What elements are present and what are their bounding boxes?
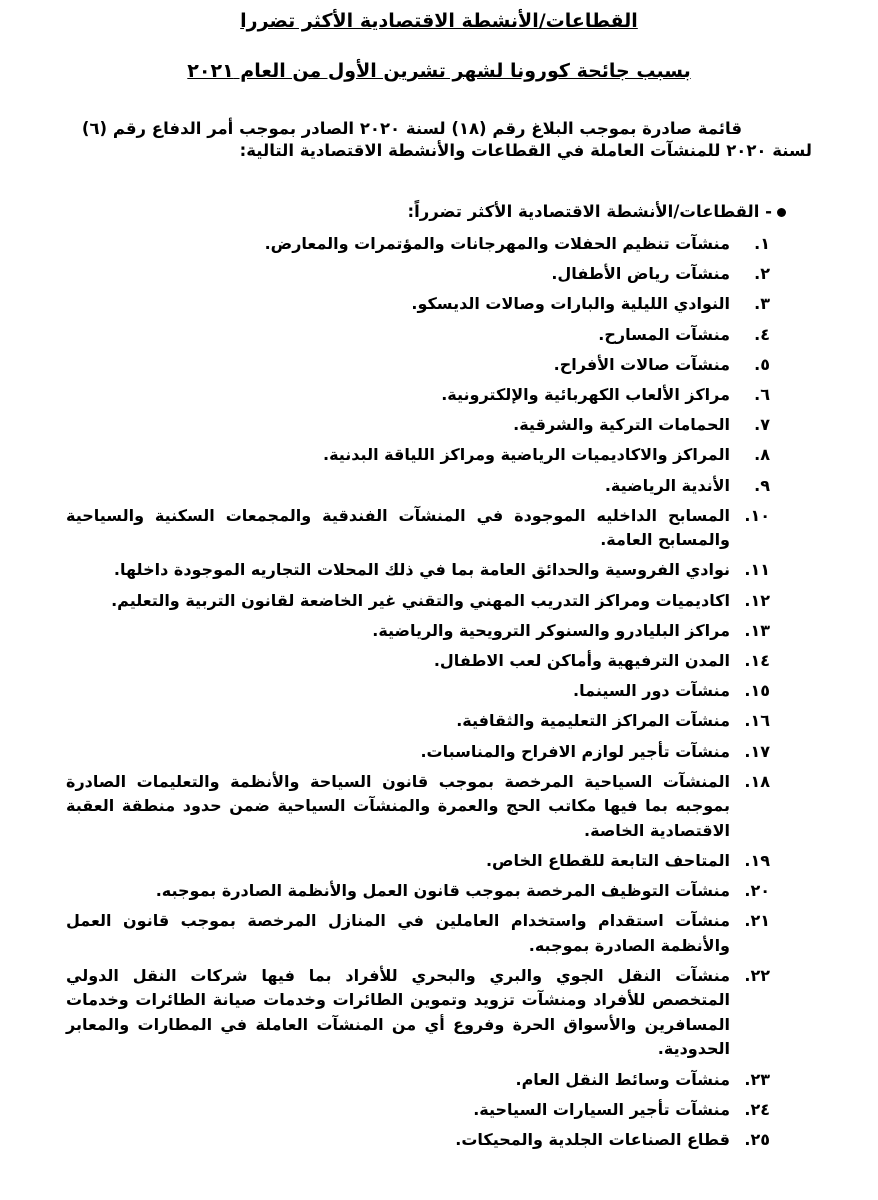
list-item-number: ١١.	[744, 560, 770, 580]
list-item-number: ٢٠.	[744, 881, 770, 901]
document-title: القطاعات/الأنشطة الاقتصادية الأكثر تضررا	[240, 10, 638, 32]
list-item-number: ١٢.	[744, 590, 770, 610]
list-item-number: ٧.	[754, 415, 770, 435]
list-item	[66, 964, 770, 1062]
sector-list	[66, 232, 770, 1158]
list-item-text: منشآت دور السينما.	[573, 681, 730, 701]
list-item-text: منشآت استقدام واستخدام العاملين في المنازل المرخصة بموجب قانون العمل والأنظمة الصادرة بموجبه.	[66, 911, 730, 955]
list-item-number: ١٤.	[744, 650, 770, 670]
list-item-text: المتاحف التابعة للقطاع الخاص.	[485, 850, 730, 870]
list-item-text: المراكز والاكاديميات الرياضية ومراكز اللياقة البدنية.	[322, 445, 730, 465]
list-item-number: ٦.	[754, 384, 770, 404]
list-item	[66, 474, 770, 499]
list-item-number: ٥.	[754, 354, 770, 374]
intro-line-1: قائمة صادرة بموجب البلاغ رقم (١٨) لسنة ٢٠٢٠ الصادر بموجب أمر الدفاع رقم (٦)	[81, 119, 742, 138]
list-item-text: مراكز الألعاب الكهربائية والإلكترونية.	[441, 384, 730, 404]
list-item-number: ٤.	[754, 324, 770, 344]
list-item-text: منشآت النقل الجوي والبري والبحري للأفراد بما فيها شركات النقل الدولي المتخصص للأفراد ومنشآت تزويد وتموين الطائرات وخدمات صيانة الطائرات وخدمات المسافرين والأسواق الحرة وفروع أي من المنشآت العاملة في المطارات والمعابر الحدودية.	[66, 965, 730, 1059]
list-item-text: منشآت التوظيف المرخصة بموجب قانون العمل والأنظمة الصادرة بموجبه.	[155, 881, 730, 901]
list-item-text: الأندية الرياضية.	[604, 475, 730, 495]
bullet-heading-row	[352, 200, 772, 224]
list-item-text: المنشآت السياحية المرخصة بموجب قانون السياحة والأنظمة والتعليمات الصادرة بموجبه بما فيها مكاتب الحج والعمرة والمنشآت السياحية ضمن حدود منطقة العقبة الاقتصادية الخاصة.	[66, 771, 730, 840]
list-item-text: منشآت صالات الأفراح.	[553, 354, 730, 374]
intro-paragraph	[66, 118, 812, 162]
document-subtitle: بسبب جائحة كورونا لشهر تشرين الأول من العام ٢٠٢١	[187, 60, 691, 82]
list-item	[66, 770, 770, 844]
list-item-number: ١٦.	[744, 711, 770, 731]
list-item	[66, 679, 770, 704]
list-item	[66, 589, 770, 614]
list-item-number: ١٣.	[744, 620, 770, 640]
list-item-number: ٣.	[754, 294, 770, 314]
list-item-number: ١٥.	[744, 681, 770, 701]
list-item	[66, 740, 770, 765]
list-item	[66, 443, 770, 468]
list-item-text: نوادي الفروسية والحدائق العامة بما في ذلك المحلات التجاريه الموجودة داخلها.	[113, 560, 730, 580]
list-item-text: منشآت تأجير السيارات السياحية.	[473, 1099, 730, 1119]
list-item-number: ٢٣.	[744, 1069, 770, 1089]
list-item	[66, 323, 770, 348]
list-item-number: ٢.	[754, 264, 770, 284]
list-item-text: المسابح الداخليه الموجودة في المنشآت الفندقية والمجمعات السكنية والسياحية والمسابح العامة.	[66, 505, 730, 550]
list-item	[66, 619, 770, 644]
list-item-number: ٨.	[754, 445, 770, 465]
list-item-number: ١٧.	[744, 741, 770, 761]
list-item-text: منشآت وسائط النقل العام.	[515, 1069, 730, 1089]
list-item	[66, 262, 770, 287]
list-item	[66, 909, 770, 958]
list-item-number: ١٨.	[744, 771, 770, 791]
list-item-number: ١٩.	[744, 850, 770, 870]
list-item	[66, 879, 770, 904]
list-item	[66, 353, 770, 378]
list-item-text: منشآت المراكز التعليمية والثقافية.	[456, 711, 730, 731]
bullet-dot-icon	[777, 208, 786, 217]
list-item-text: مراكز البليادرو والسنوكر الترويحية والرياضية.	[372, 620, 730, 640]
list-item	[66, 1128, 770, 1153]
list-item-text: منشآت تأجير لوازم الافراح والمناسبات.	[420, 741, 730, 761]
list-item-text: النوادي الليلية والبارات وصالات الديسكو.	[411, 294, 730, 314]
list-item	[66, 383, 770, 408]
list-item-number: ٢١.	[744, 911, 770, 931]
list-item	[66, 1068, 770, 1093]
intro-line-2: لسنة ٢٠٢٠ للمنشآت العاملة في القطاعات والأنشطة الاقتصادية التالية:	[239, 141, 812, 160]
list-item	[66, 709, 770, 734]
list-item-number: ٢٥.	[744, 1130, 770, 1149]
list-item-number: ١.	[754, 234, 770, 253]
list-item	[66, 1098, 770, 1123]
list-item	[66, 413, 770, 438]
list-item	[66, 849, 770, 874]
list-item-text: الحمامات التركية والشرقية.	[513, 415, 730, 435]
list-item	[66, 504, 770, 553]
list-item-text: منشآت رياض الأطفال.	[551, 264, 730, 284]
list-item-text: منشآت تنظيم الحفلات والمهرجانات والمؤتمرات والمعارض.	[264, 234, 730, 253]
list-item-text: منشآت المسارح.	[598, 324, 730, 344]
list-item-text: قطاع الصناعات الجلدية والمحيكات.	[455, 1130, 730, 1149]
list-item-number: ٢٤.	[744, 1099, 770, 1119]
list-item	[66, 558, 770, 583]
list-item-number: ١٠.	[744, 505, 770, 525]
list-item	[66, 292, 770, 317]
list-item	[66, 232, 770, 257]
list-item-number: ٩.	[754, 475, 770, 495]
list-item	[66, 649, 770, 674]
list-item-text: اكاديميات ومراكز التدريب المهني والتقني غير الخاضعة لقانون التربية والتعليم.	[111, 590, 730, 610]
list-item-text: المدن الترفيهية وأماكن لعب الاطفال.	[433, 650, 730, 670]
list-item-number: ٢٢.	[744, 965, 770, 985]
bullet-heading: - القطاعات/الأنشطة الاقتصادية الأكثر تضرراً:	[407, 202, 772, 221]
